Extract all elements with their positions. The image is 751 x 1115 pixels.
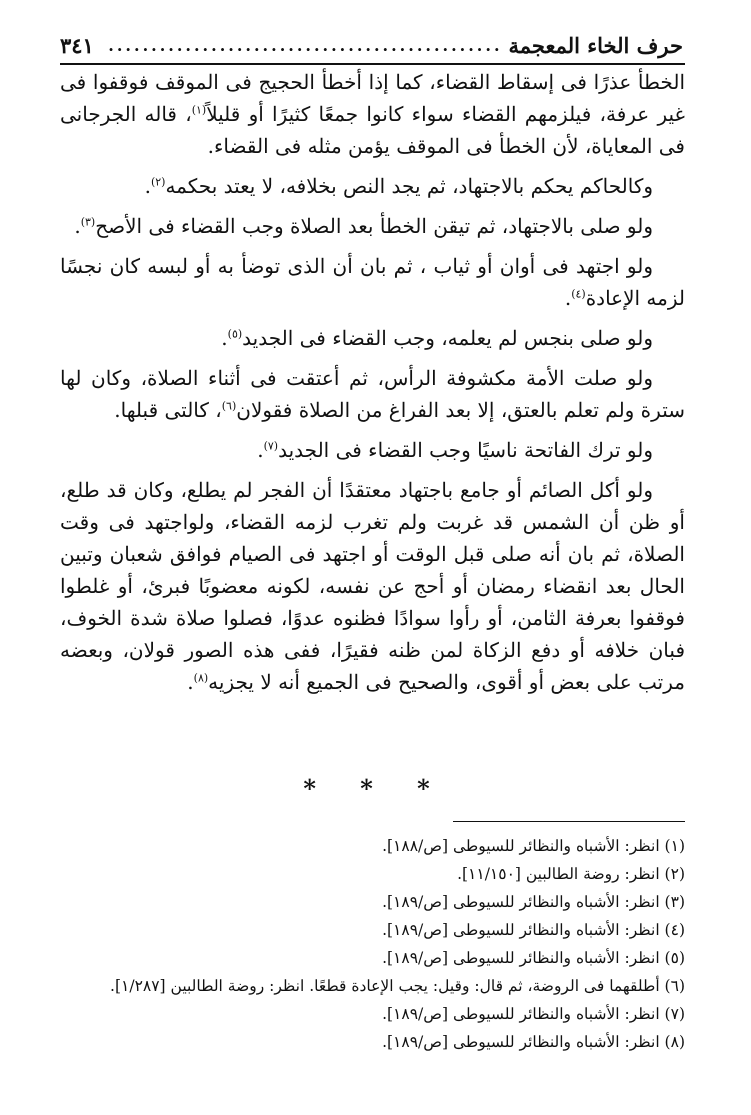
main-text	[60, 66, 685, 706]
footnote-ref: (٤)	[571, 287, 586, 301]
footnote-ref: (٧)	[263, 439, 279, 453]
paragraph: ولو أكل الصائم أو جامع باجتهاد معتقدًا أن الفجر لم يطلع، وكان قد طلع، أو ظن أن الشمس قد غربت ولم تغرب لزمه القضاء، ولواجتهد فى وقت الصلاة، ثم بان أنه صلى قبل الوقت أو اجتهد فى الصيام فوافق شعبان وتبين الحال بعد انقضاء رمضان أو أحج عن نفسه، لكونه معضوبًا فبرئ، أو غلطوا فوقفوا بعرفة الثامن، أو رأوا سوادًا فظنوه عدوًا، فصلوا صلاة شدة الخوف، فبان خلافه أو دفع الزكاة لمن ظنه فقيرًا، ففى هذه الصور قولان، وبعضه مرتب على بعض أو أقوى، والصحيح فى الجميع أنه لا يجزيه$^{(٨)}$.	[60, 478, 685, 694]
footnote: (٢) انظر: روضة الطالبين [١١/١٥٠].	[457, 865, 685, 883]
header-title: حرف الخاء المعجمة	[508, 32, 683, 58]
footnote-ref: (٥)	[227, 327, 243, 341]
header-leader-dots: ..............................................	[108, 35, 503, 55]
footnote-ref: (٢)	[150, 175, 166, 189]
footnote: (٧) انظر: الأشباه والنظائر للسيوطى [ص/١٨٩].	[382, 1005, 685, 1023]
header-rule	[60, 63, 685, 65]
footnote-ref: (١)	[191, 103, 207, 117]
footnote: (٨) انظر: الأشباه والنظائر للسيوطى [ص/١٨٩].	[382, 1033, 685, 1051]
footnote: (١) انظر: الأشباه والنظائر للسيوطى [ص/١٨٨].	[382, 837, 685, 855]
footnote-rule	[453, 821, 685, 822]
paragraph: ولو صلى بالاجتهاد، ثم تيقن الخطأ بعد الصلاة وجب القضاء فى الأصح$^{(٣)}$.	[74, 214, 653, 238]
footnote: (٤) انظر: الأشباه والنظائر للسيوطى [ص/١٨٩].	[382, 921, 685, 939]
paragraph: الخطأ عذرًا فى إسقاط القضاء، كما إذا أخطأ الحجيج فى الموقف فوقفوا فى غير عرفة، فيلزمهم القضاء سواء كانوا جمعًا كثيرًا أو قليلاً$^{(١)}$، قاله الجرجانى فى المعاياة، لأن الخطأ فى الموقف يؤمن مثله فى القضاء.	[60, 70, 685, 158]
paragraph: ولو اجتهد فى أوان أو ثياب ، ثم بان أن الذى توضأ به أو لبسه كان نجسًا لزمه الإعادة$^{(٤)}$.	[60, 254, 685, 310]
paragraph: ولو صلت الأمة مكشوفة الرأس، ثم أعتقت فى أثناء الصلاة، وكان لها سترة ولم تعلم بالعتق، إلا بعد الفراغ من الصلاة فقولان$^{(٦)}$، كالتى قبلها.	[60, 366, 685, 422]
paragraph: وكالحاكم يحكم بالاجتهاد، ثم يجد النص بخلافه، لا يعتد بحكمه$^{(٢)}$.	[144, 174, 653, 198]
footnote-ref: (٦)	[221, 399, 237, 413]
footnote: (٣) انظر: الأشباه والنظائر للسيوطى [ص/١٨٩].	[382, 893, 685, 911]
footnote-ref: (٣)	[80, 215, 96, 229]
running-header	[60, 28, 683, 62]
section-separator: * * *	[303, 774, 448, 803]
footnote: (٦) أطلقهما فى الروضة، ثم قال: وقيل: يجب الإعادة قطعًا. انظر: روضة الطالبين [١/٢٨٧].	[110, 977, 685, 995]
page-number: ٣٤١	[60, 32, 94, 58]
footnote: (٥) انظر: الأشباه والنظائر للسيوطى [ص/١٨٩].	[382, 949, 685, 967]
paragraph: ولو صلى بنجس لم يعلمه، وجب القضاء فى الجديد$^{(٥)}$.	[221, 326, 653, 350]
footnotes	[60, 832, 685, 1056]
paragraph: ولو ترك الفاتحة ناسيًا وجب القضاء فى الجديد$^{(٧)}$.	[257, 438, 653, 462]
footnote-ref: (٨)	[193, 671, 209, 685]
